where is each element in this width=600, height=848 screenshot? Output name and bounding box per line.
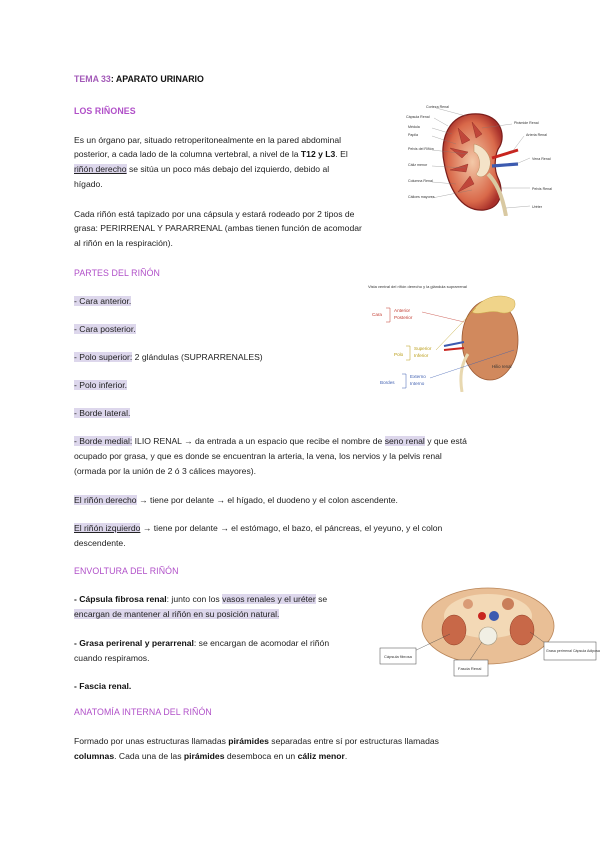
paragraph-line: encargan de mantener al riñón en su posición natural. [74, 609, 280, 619]
paragraph-line: Formado por unas estructuras llamadas pirámides separadas entre sí por estructuras llamadas [74, 736, 439, 746]
paragraph-line: Cada riñón está tapizado por una cápsula y estará rodeado por 2 tipos de [74, 209, 355, 219]
svg-text:Hilio renal: Hilio renal [492, 364, 512, 369]
svg-text:Grasa perirrenal Cápsula Adipo: Grasa perirrenal Cápsula Adiposa [546, 649, 600, 653]
svg-text:Pirámide Renal: Pirámide Renal [514, 121, 539, 125]
paragraph-line: - Grasa perirenal y perarrenal: se encargan de acomodar el riñón [74, 638, 330, 648]
paragraph-line: riñón derecho se sitúa un poco más debajo del izquierdo, debido al [74, 164, 330, 174]
kidney-ventral-figure [364, 282, 544, 392]
svg-text:Corteza Renal: Corteza Renal [426, 105, 449, 109]
list-item: ocupado por grasa, y que es donde se encuentran la arteria, la vena, los nervios y la pelvis renal [74, 451, 442, 461]
paragraph-line: columnas. Cada una de las pirámides desemboca en un cáliz menor. [74, 751, 348, 761]
svg-text:Cáliz menor: Cáliz menor [408, 163, 428, 167]
svg-text:Interno: Interno [410, 381, 425, 386]
svg-text:Cálices mayores: Cálices mayores [408, 195, 435, 199]
svg-text:Uréter: Uréter [532, 205, 542, 209]
list-item: - Cara anterior. [74, 296, 132, 306]
kidney-shape [443, 114, 502, 210]
svg-text:Posterior: Posterior [394, 315, 413, 320]
page-title [74, 74, 204, 84]
list-item: - Polo superior: 2 glándulas (SUPRARRENALES) [74, 352, 263, 362]
kidney-section-figure [406, 104, 578, 216]
svg-text:Inferior: Inferior [414, 353, 429, 358]
svg-text:Cápsula fibrosa: Cápsula fibrosa [384, 654, 412, 659]
paragraph-line: al riñón en la respiración). [74, 238, 173, 248]
svg-text:Superior: Superior [414, 346, 432, 351]
svg-text:Anterior: Anterior [394, 308, 411, 313]
svg-text:Vista ventral del riñón derech: Vista ventral del riñón derecho y la glándula suprarrenal [368, 284, 467, 289]
svg-text:Polo: Polo [394, 352, 404, 357]
paragraph-line: - Fascia renal. [74, 681, 132, 691]
svg-text:Pelvis del Riñón: Pelvis del Riñón [408, 147, 434, 151]
paragraph-line: hígado. [74, 179, 103, 189]
svg-text:Cara: Cara [372, 312, 382, 317]
list-item: - Cara posterior. [74, 324, 136, 334]
svg-text:Vena Renal: Vena Renal [532, 157, 551, 161]
paragraph-line: Es un órgano par, situado retroperitonealmente en la pared abdominal [74, 135, 342, 145]
svg-text:Arteria Renal: Arteria Renal [526, 133, 547, 137]
transverse-section-figure [378, 580, 600, 680]
list-item: - Borde medial: ILIO RENAL → da entrada a un espacio que recibe el nombre de seno renal y que está [74, 436, 467, 446]
section-heading-rinones: LOS RIÑONES [74, 106, 136, 116]
adrenal-gland [472, 296, 515, 313]
paragraph-line: descendente. [74, 538, 126, 548]
paragraph-line: El riñón derecho → tiene por delante → el hígado, el duodeno y el colon ascendente. [74, 495, 398, 505]
topic-title: : APARATO URINARIO [110, 74, 204, 84]
svg-text:Externo: Externo [410, 374, 426, 379]
svg-text:Fascia Renal: Fascia Renal [458, 666, 482, 671]
svg-text:Pelvis Renal: Pelvis Renal [532, 187, 552, 191]
paragraph-line: cuando respiramos. [74, 653, 150, 663]
list-item: (ormada por la unión de 2 ó 3 cálices mayores). [74, 466, 256, 476]
section-heading-partes: PARTES DEL RIÑÓN [74, 268, 161, 278]
paragraph-line: - Cápsula fibrosa renal: junto con los vasos renales y el uréter se [74, 594, 328, 604]
svg-text:Bordes: Bordes [380, 380, 395, 385]
list-item: - Borde lateral. [74, 408, 131, 418]
paragraph-line: posterior, a cada lado de la columna vertebral, a nivel de la T12 y L3. El [74, 149, 348, 159]
topic-number: TEMA 33 [74, 74, 111, 84]
paragraph-line: grasa: PERIRRENAL Y PARARRENAL (ambas tienen función de acomodar [74, 223, 362, 233]
svg-text:Columna Renal: Columna Renal [408, 179, 433, 183]
svg-text:Papila: Papila [408, 133, 418, 137]
left-kidney [442, 615, 466, 645]
right-kidney [510, 615, 534, 645]
section-heading-anatomia: ANATOMÍA INTERNA DEL RIÑÓN [74, 707, 212, 717]
svg-text:Médula: Médula [408, 125, 420, 129]
paragraph-line: El riñón izquierdo → tiene por delante → el estómago, el bazo, el páncreas, el yeyuno, y el colon [74, 523, 443, 533]
svg-text:Cápsula Renal: Cápsula Renal [406, 115, 430, 119]
section-heading-envoltura: ENVOLTURA DEL RIÑÓN [74, 566, 179, 576]
list-item: - Polo inferior. [74, 380, 128, 390]
